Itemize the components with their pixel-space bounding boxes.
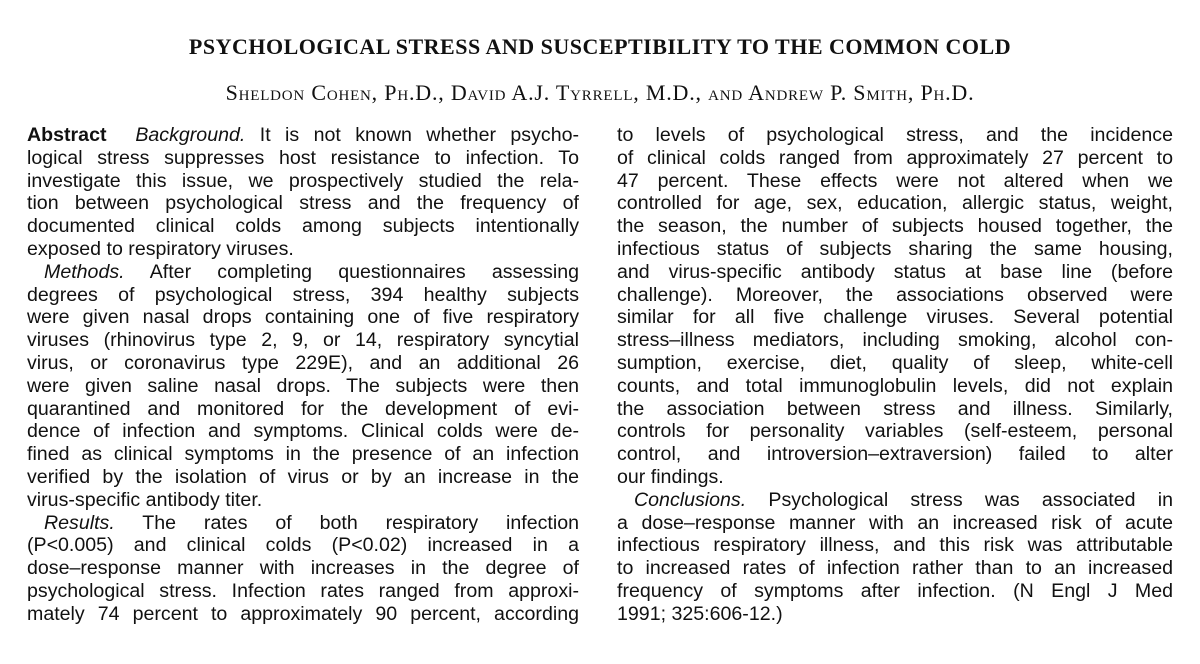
text-line: 47 percent. These effects were not altered when we [617,169,1173,192]
text-line: to levels of psychological stress, and the incidence [617,124,1173,146]
text-line: similar for all five challenge viruses. Several potential [617,306,1173,329]
text-line: were given saline nasal drops. The subjects were then [27,374,579,397]
text-line: stress–illness mediators, including smoking, alcohol con- [617,329,1173,352]
text-line: quarantined and monitored for the development of evi- [27,397,579,420]
abstract-background-first-line [27,124,579,147]
results-label: Results. [44,511,115,534]
text-line: tion between psychological stress and the frequency of [27,192,579,215]
text-line: virus, or coronavirus type 229E), and an additional 26 [27,351,579,374]
text-line: investigate this issue, we prospectively studied the rela- [27,169,579,192]
text-line: infectious status of subjects sharing the same housing, [617,237,1173,260]
abstract-label: Abstract [27,124,107,146]
abstract-right-column [617,124,1173,626]
text-line: psychological stress. Infection rates ranged from approxi- [27,579,579,602]
methods-first-line [27,261,579,284]
text-line: frequency of symptoms after infection. (N Engl J Med [617,579,1173,602]
abstract-left-column [27,124,579,626]
text-line: mately 74 percent to approximately 90 percent, according [27,602,579,625]
text-line: the season, the number of subjects housed together, the [617,215,1173,238]
text-line: our findings. [617,465,724,488]
text-line: control, and introversion–extraversion) failed to alter [617,443,1173,466]
text-line: viruses (rhinovirus type 2, 9, or 14, respiratory syncytial [27,329,579,352]
text-line: (P<0.005) and clinical colds (P<0.02) increased in a [27,534,579,557]
text-line: counts, and total immunoglobulin levels, did not explain [617,374,1173,397]
author-list: Sheldon Cohen, Ph.D., David A.J. Tyrrell, M.D., and Andrew P. Smith, Ph.D. [225,80,975,105]
text-line: dose–response manner with increases in the degree of [27,557,579,580]
text-line: verified by the isolation of virus or by an increase in the [27,465,579,488]
results-text: The rates of both respiratory infection [114,511,579,534]
text-line: were given nasal drops containing one of five respiratory [27,306,579,329]
text-line: a dose–response manner with an increased risk of acute [617,511,1173,534]
text-line: documented clinical colds among subjects intentionally [27,215,579,238]
text-line: exposed to respiratory viruses. [27,237,294,260]
methods-label: Methods. [44,260,125,283]
background-text: It is not known whether psycho- [245,124,580,146]
text-line: controls for personality variables (self-esteem, personal [617,420,1173,443]
text-line: degrees of psychological stress, 394 healthy subjects [27,283,579,306]
text-line: infectious respiratory illness, and this risk was attributable [617,534,1173,557]
text-line: to increased rates of infection rather than to an increased [617,557,1173,580]
text-line: sumption, exercise, diet, quality of sleep, white-cell [617,351,1173,374]
results-first-line [27,512,579,535]
conclusions-label: Conclusions. [634,488,747,511]
text-line: the association between stress and illness. Similarly, [617,397,1173,420]
background-label: Background. [135,124,246,146]
text-line: 1991; 325:606-12.) [617,602,783,625]
text-line: challenge). Moreover, the associations observed were [617,283,1173,306]
methods-text: After completing questionnaires assessing [124,260,579,283]
text-line: logical stress suppresses host resistance to infection. To [27,146,579,169]
conclusions-first-line [617,489,1173,512]
text-line: and virus-specific antibody status at base line (before [617,260,1173,283]
text-line: fined as clinical symptoms in the presence of an infection [27,443,579,466]
text-line: virus-specific antibody titer. [27,488,263,511]
text-line: dence of infection and symptoms. Clinical colds were de- [27,420,579,443]
article-title: PSYCHOLOGICAL STRESS AND SUSCEPTIBILITY TO THE COMMON COLD [188,34,1012,59]
conclusions-text: Psychological stress was associated in [746,488,1173,511]
text-line: controlled for age, sex, education, allergic status, weight, [617,192,1173,215]
text-line: of clinical colds ranged from approximately 27 percent to [617,146,1173,169]
